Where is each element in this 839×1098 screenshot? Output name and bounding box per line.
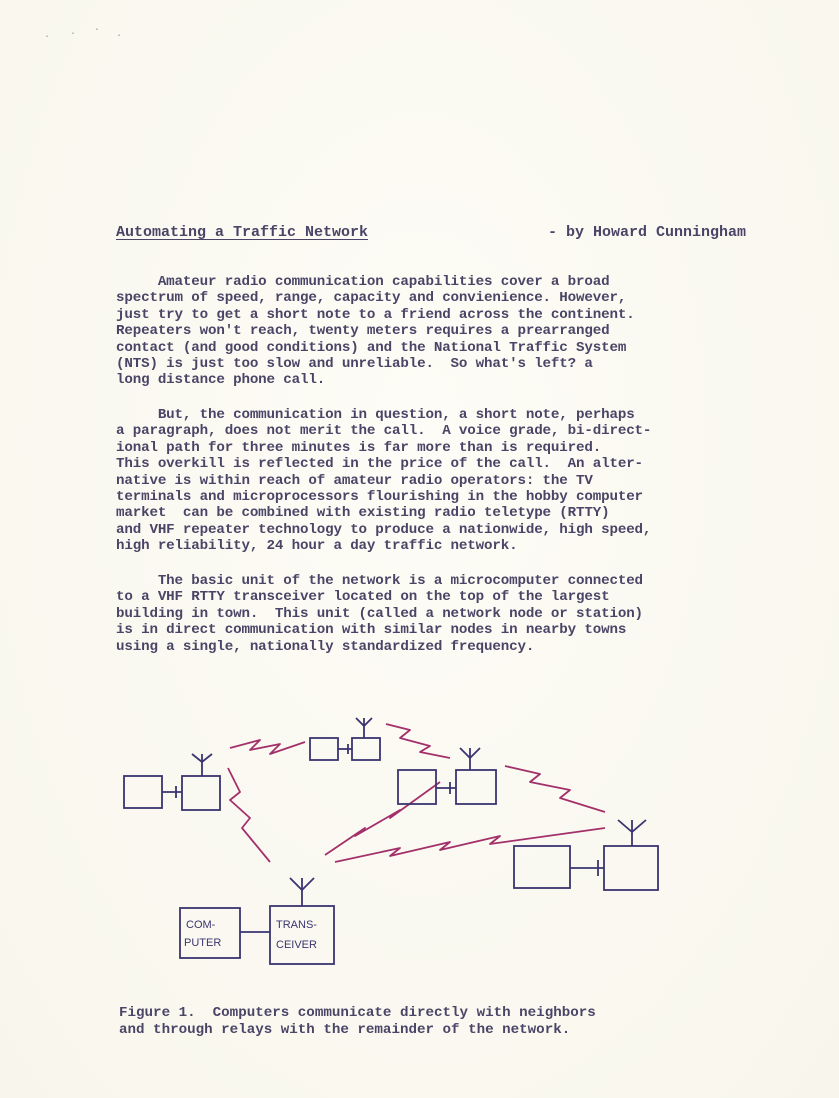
- network-node-north: [310, 718, 380, 760]
- computer-label-line: COM-: [186, 919, 216, 931]
- paper-speck: ·: [44, 32, 51, 43]
- text-line: just try to get a short note to a friend across the continent.: [116, 306, 635, 323]
- text-line: long distance phone call.: [116, 372, 326, 389]
- paper-speck: ·: [70, 29, 77, 40]
- text-line: building in town. This unit (called a network node or station): [116, 605, 643, 622]
- paragraph-1: [116, 274, 756, 389]
- text-line: contact (and good conditions) and the National Traffic System: [116, 339, 627, 356]
- text-line: (NTS) is just too slow and unreliable. So what's left? a: [116, 356, 593, 373]
- network-diagram: [100, 700, 700, 980]
- radio-links: [228, 724, 605, 862]
- radio-link: [230, 740, 305, 754]
- transceiver-label-line: CEIVER: [276, 939, 317, 951]
- author-byline: - by Howard Cunningham: [547, 224, 746, 241]
- radio-link: [325, 782, 440, 855]
- radio-link: [335, 828, 605, 862]
- text-line: high reliability, 24 hour a day traffic network.: [116, 538, 518, 555]
- document-title: Automating a Traffic Network: [116, 224, 369, 241]
- text-line: terminals and microprocessors flourishing in the hobby computer: [116, 489, 643, 506]
- text-line: spectrum of speed, range, capacity and convienience. However,: [116, 290, 627, 307]
- computer-box: [180, 908, 240, 958]
- text-line: But, the communication in question, a short note, perhaps: [116, 407, 635, 423]
- text-line: market can be combined with existing radio teletype (RTTY): [116, 505, 610, 522]
- paper-speck: ·: [94, 25, 101, 36]
- text-line: is in direct communication with similar nodes in nearby towns: [116, 622, 627, 639]
- paper-speck: ·: [116, 31, 123, 42]
- caption-line: Figure 1. Computers communicate directly with neighbors: [119, 1005, 596, 1021]
- text-line: using a single, nationally standardized frequency.: [116, 638, 535, 655]
- paragraph-3: [116, 573, 756, 655]
- text-line: This overkill is reflected in the price of the call. An alter-: [116, 456, 643, 473]
- transceiver-box: [270, 906, 334, 964]
- transceiver-label-line: TRANS-: [276, 919, 317, 931]
- caption-line: and through relays with the remainder of the network.: [119, 1022, 571, 1038]
- text-line: and VHF repeater technology to produce a nationwide, high speed,: [116, 521, 652, 538]
- network-node-center: [398, 748, 496, 804]
- text-line: to a VHF RTTY transceiver located on the top of the largest: [116, 589, 610, 606]
- text-line: Repeaters won't reach, twenty meters requires a prearranged: [116, 323, 610, 340]
- figure-caption: [119, 1005, 596, 1039]
- text-line: a paragraph, does not merit the call. A voice grade, bi-direct-: [116, 423, 652, 440]
- text-line: native is within reach of amateur radio operators: the TV: [116, 472, 593, 489]
- radio-link: [505, 766, 605, 812]
- text-line: ional path for three minutes is far more than is required.: [116, 439, 602, 456]
- radio-link: [386, 724, 450, 758]
- radio-link: [228, 768, 270, 862]
- header: [116, 224, 746, 246]
- paragraph-2: [116, 407, 756, 555]
- network-node-west: [124, 754, 220, 810]
- text-line: Amateur radio communication capabilities cover a broad: [116, 274, 610, 290]
- text-line: The basic unit of the network is a microcomputer connected: [116, 573, 643, 589]
- computer-label-line: PUTER: [184, 937, 222, 949]
